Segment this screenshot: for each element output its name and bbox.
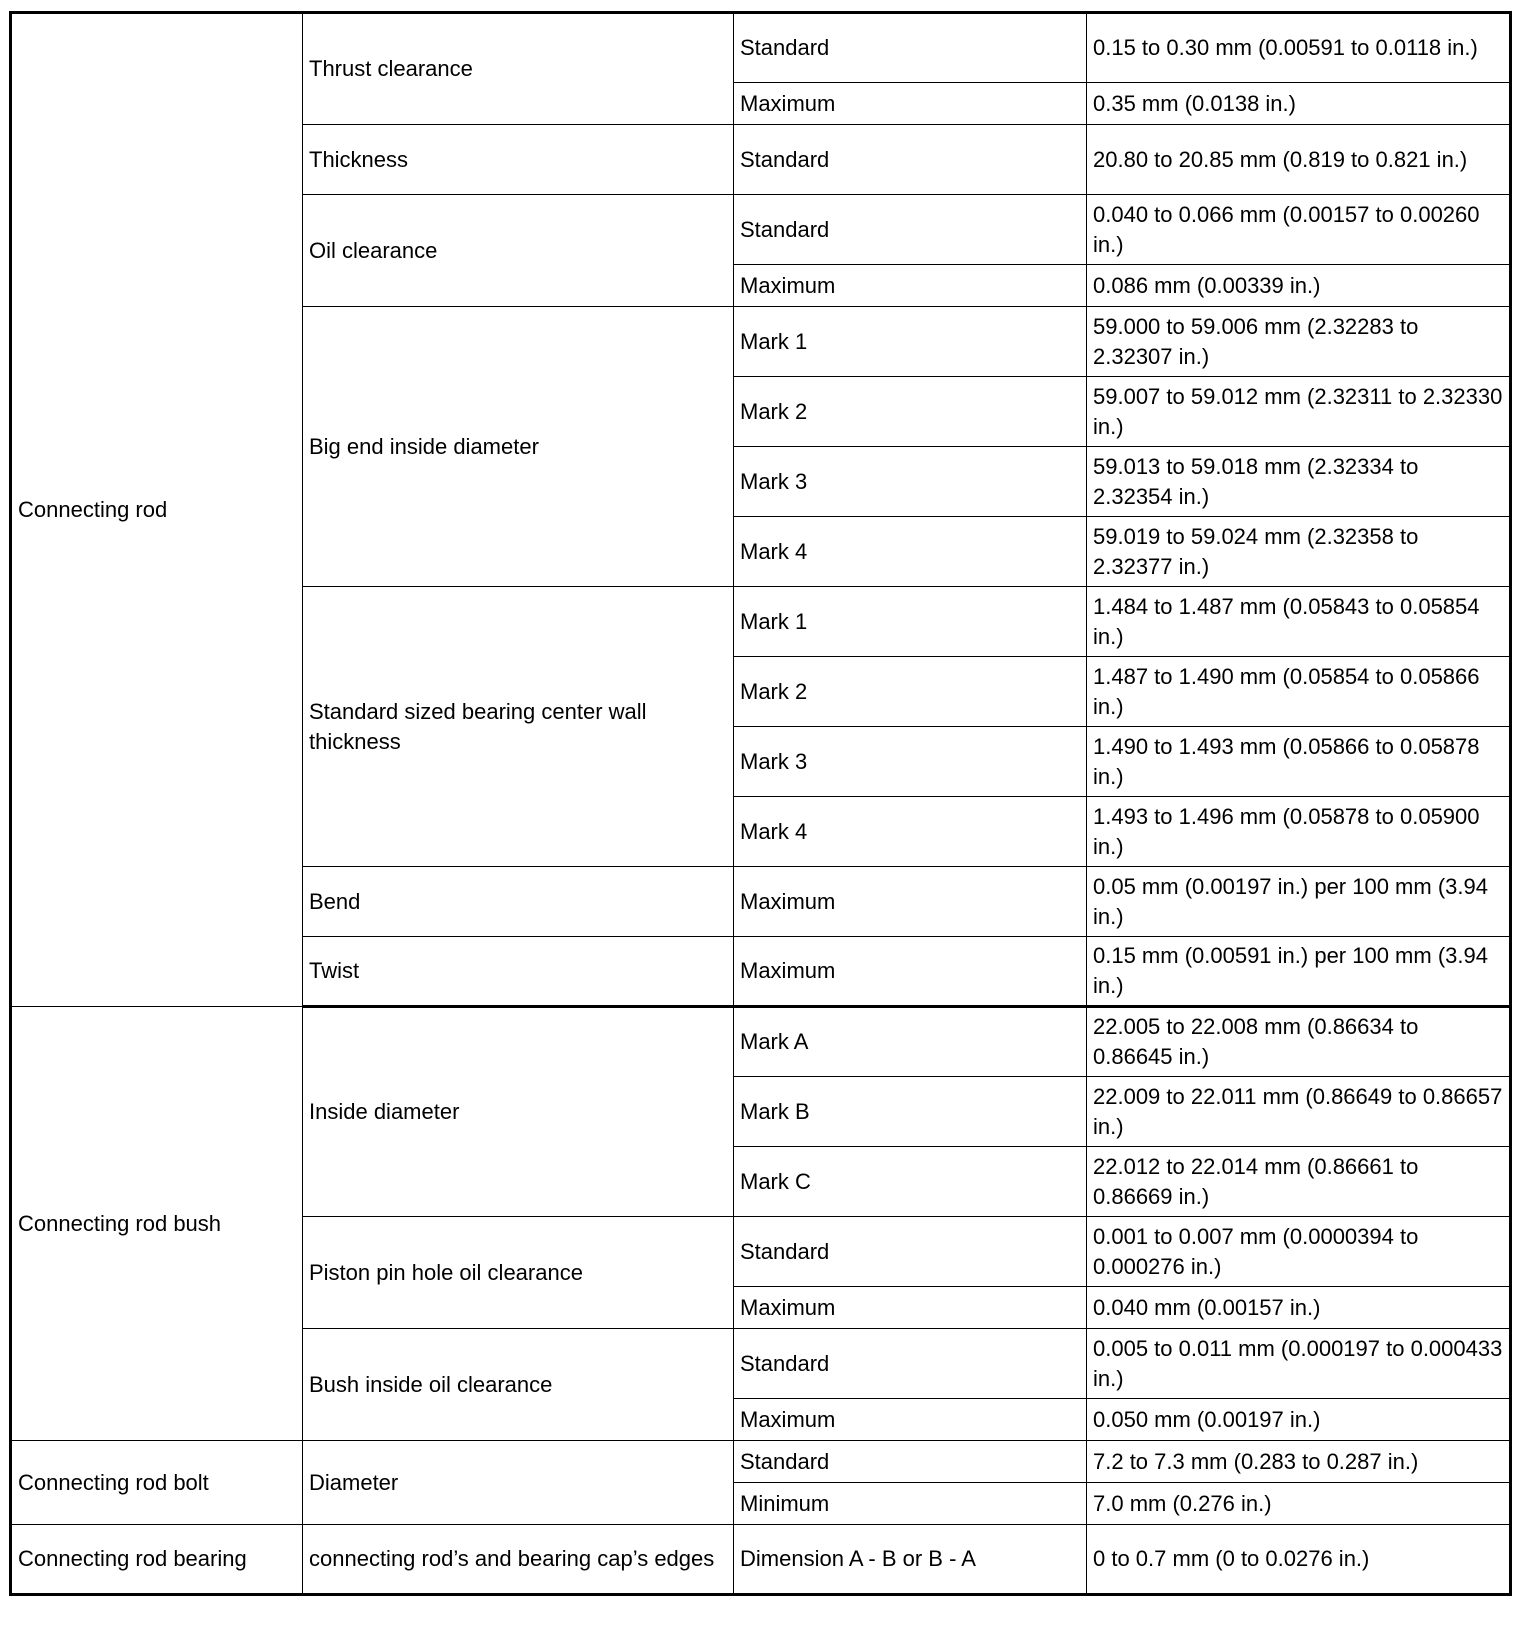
item-cell: Bush inside oil clearance <box>303 1329 734 1441</box>
condition-cell: Mark B <box>734 1077 1087 1147</box>
condition-cell: Minimum <box>734 1483 1087 1525</box>
item-cell: Diameter <box>303 1441 734 1525</box>
value-cell: 7.2 to 7.3 mm (0.283 to 0.287 in.) <box>1087 1441 1511 1483</box>
value-cell: 0.15 mm (0.00591 in.) per 100 mm (3.94 in.) <box>1087 937 1511 1007</box>
value-cell: 20.80 to 20.85 mm (0.819 to 0.821 in.) <box>1087 125 1511 195</box>
value-cell: 1.493 to 1.496 mm (0.05878 to 0.05900 in.) <box>1087 797 1511 867</box>
condition-cell: Standard <box>734 1441 1087 1483</box>
value-cell: 59.019 to 59.024 mm (2.32358 to 2.32377 in.) <box>1087 517 1511 587</box>
value-cell: 0.005 to 0.011 mm (0.000197 to 0.000433 in.) <box>1087 1329 1511 1399</box>
value-cell: 0.05 mm (0.00197 in.) per 100 mm (3.94 in.) <box>1087 867 1511 937</box>
value-cell: 0.001 to 0.007 mm (0.0000394 to 0.000276 in.) <box>1087 1217 1511 1287</box>
component-cell: Connecting rod bush <box>11 1007 303 1441</box>
condition-cell: Mark 1 <box>734 587 1087 657</box>
value-cell: 0.040 mm (0.00157 in.) <box>1087 1287 1511 1329</box>
value-cell: 0.15 to 0.30 mm (0.00591 to 0.0118 in.) <box>1087 13 1511 83</box>
condition-cell: Standard <box>734 1329 1087 1399</box>
condition-cell: Maximum <box>734 937 1087 1007</box>
item-cell: Standard sized bearing center wall thickness <box>303 587 734 867</box>
condition-cell: Mark 3 <box>734 727 1087 797</box>
item-cell: Twist <box>303 937 734 1007</box>
condition-cell: Mark C <box>734 1147 1087 1217</box>
condition-cell: Maximum <box>734 1399 1087 1441</box>
condition-cell: Mark 4 <box>734 517 1087 587</box>
condition-cell: Mark 4 <box>734 797 1087 867</box>
item-cell: Inside diameter <box>303 1007 734 1217</box>
component-cell: Connecting rod bolt <box>11 1441 303 1525</box>
item-cell: Oil clearance <box>303 195 734 307</box>
value-cell: 0.050 mm (0.00197 in.) <box>1087 1399 1511 1441</box>
component-cell: Connecting rod bearing <box>11 1525 303 1595</box>
value-cell: 22.009 to 22.011 mm (0.86649 to 0.86657 in.) <box>1087 1077 1511 1147</box>
condition-cell: Standard <box>734 13 1087 83</box>
item-cell: Thrust clearance <box>303 13 734 125</box>
value-cell: 0.086 mm (0.00339 in.) <box>1087 265 1511 307</box>
value-cell: 22.012 to 22.014 mm (0.86661 to 0.86669 in.) <box>1087 1147 1511 1217</box>
condition-cell: Maximum <box>734 867 1087 937</box>
condition-cell: Mark 2 <box>734 377 1087 447</box>
condition-cell: Standard <box>734 1217 1087 1287</box>
condition-cell: Maximum <box>734 1287 1087 1329</box>
item-cell: connecting rod’s and bearing cap’s edges <box>303 1525 734 1595</box>
value-cell: 1.487 to 1.490 mm (0.05854 to 0.05866 in.) <box>1087 657 1511 727</box>
value-cell: 59.007 to 59.012 mm (2.32311 to 2.32330 in.) <box>1087 377 1511 447</box>
value-cell: 59.013 to 59.018 mm (2.32334 to 2.32354 in.) <box>1087 447 1511 517</box>
value-cell: 59.000 to 59.006 mm (2.32283 to 2.32307 in.) <box>1087 307 1511 377</box>
condition-cell: Maximum <box>734 265 1087 307</box>
value-cell: 0 to 0.7 mm (0 to 0.0276 in.) <box>1087 1525 1511 1595</box>
condition-cell: Standard <box>734 195 1087 265</box>
condition-cell: Dimension A - B or B - A <box>734 1525 1087 1595</box>
value-cell: 0.040 to 0.066 mm (0.00157 to 0.00260 in.) <box>1087 195 1511 265</box>
value-cell: 7.0 mm (0.276 in.) <box>1087 1483 1511 1525</box>
value-cell: 1.490 to 1.493 mm (0.05866 to 0.05878 in.) <box>1087 727 1511 797</box>
condition-cell: Standard <box>734 125 1087 195</box>
component-cell: Connecting rod <box>11 13 303 1007</box>
value-cell: 0.35 mm (0.0138 in.) <box>1087 83 1511 125</box>
item-cell: Thickness <box>303 125 734 195</box>
item-cell: Piston pin hole oil clearance <box>303 1217 734 1329</box>
condition-cell: Mark 1 <box>734 307 1087 377</box>
condition-cell: Mark 2 <box>734 657 1087 727</box>
item-cell: Big end inside diameter <box>303 307 734 587</box>
condition-cell: Mark 3 <box>734 447 1087 517</box>
item-cell: Bend <box>303 867 734 937</box>
spec-table-body <box>11 13 1511 1595</box>
spec-table <box>9 11 1512 1596</box>
value-cell: 22.005 to 22.008 mm (0.86634 to 0.86645 in.) <box>1087 1007 1511 1077</box>
condition-cell: Mark A <box>734 1007 1087 1077</box>
value-cell: 1.484 to 1.487 mm (0.05843 to 0.05854 in.) <box>1087 587 1511 657</box>
condition-cell: Maximum <box>734 83 1087 125</box>
